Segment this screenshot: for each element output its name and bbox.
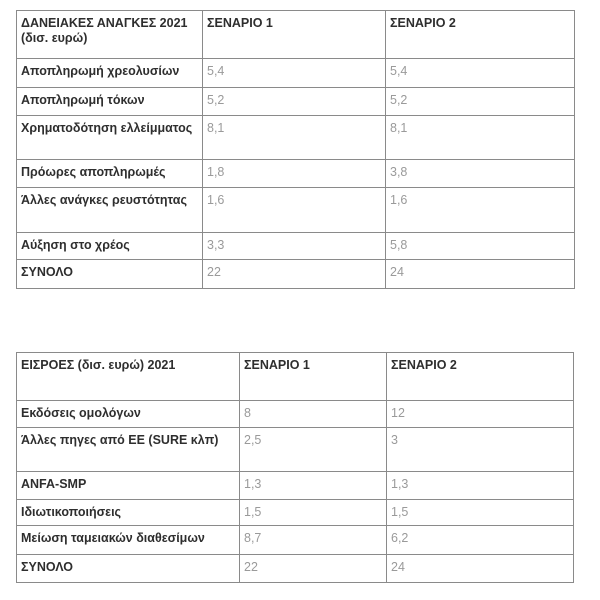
scenario-1-value: 1,8 [203,160,386,188]
table-row [17,500,574,526]
scenario-2-value: 5,8 [386,233,575,260]
row-label: Αποπληρωμή χρεολυσίων [17,59,203,88]
scenario-1-value: 1,3 [240,472,387,500]
table-header-row [17,353,574,401]
table-row [17,526,574,555]
scenario-2-value: 8,1 [386,116,575,160]
scenario-1-value: 2,5 [240,428,387,472]
scenario-1-value: 8 [240,401,387,428]
table-total-row [17,260,575,289]
table-header-row [17,11,575,59]
scenario-2-value: 3 [387,428,574,472]
table-row [17,188,575,233]
header-cell-scenario-2: ΣΕΝΑΡΙΟ 2 [387,353,574,401]
scenario-1-value: 1,5 [240,500,387,526]
scenario-1-total: 22 [240,555,387,583]
total-label: ΣΥΝΟΛΟ [17,260,203,289]
borrowing-needs-table [16,10,575,289]
scenario-2-total: 24 [387,555,574,583]
row-label: Εκδόσεις ομολόγων [17,401,240,428]
row-label: Αύξηση στο χρέος [17,233,203,260]
row-label: Μείωση ταμειακών διαθεσίμων [17,526,240,555]
table-row [17,59,575,88]
table-row [17,116,575,160]
table-row [17,233,575,260]
scenario-2-value: 6,2 [387,526,574,555]
scenario-2-value: 5,2 [386,88,575,116]
row-label: Άλλες πηγες από ΕΕ (SURE κλπ) [17,428,240,472]
table-total-row [17,555,574,583]
table-row [17,428,574,472]
row-label: Χρηματοδότηση ελλείμματος [17,116,203,160]
header-cell-category: ΕΙΣΡΟΕΣ (δισ. ευρώ) 2021 [17,353,240,401]
scenario-2-value: 5,4 [386,59,575,88]
row-label: Πρόωρες αποπληρωμές [17,160,203,188]
scenario-1-value: 8,7 [240,526,387,555]
row-label: ANFA-SMP [17,472,240,500]
scenario-1-value: 5,4 [203,59,386,88]
scenario-1-value: 1,6 [203,188,386,233]
scenario-1-total: 22 [203,260,386,289]
scenario-2-value: 1,5 [387,500,574,526]
header-cell-category: ΔΑΝΕΙΑΚΕΣ ΑΝΑΓΚΕΣ 2021 (δισ. ευρώ) [17,11,203,59]
scenario-1-value: 8,1 [203,116,386,160]
table-row [17,401,574,428]
row-label: Άλλες ανάγκες ρευστότητας [17,188,203,233]
scenario-2-total: 24 [386,260,575,289]
scenario-2-value: 1,6 [386,188,575,233]
scenario-2-value: 12 [387,401,574,428]
header-cell-scenario-1: ΣΕΝΑΡΙΟ 1 [203,11,386,59]
table-row [17,88,575,116]
total-label: ΣΥΝΟΛΟ [17,555,240,583]
table-row [17,472,574,500]
scenario-2-value: 1,3 [387,472,574,500]
row-label: Ιδιωτικοποιήσεις [17,500,240,526]
row-label: Αποπληρωμή τόκων [17,88,203,116]
header-cell-scenario-1: ΣΕΝΑΡΙΟ 1 [240,353,387,401]
table-row [17,160,575,188]
scenario-1-value: 5,2 [203,88,386,116]
scenario-1-value: 3,3 [203,233,386,260]
header-cell-scenario-2: ΣΕΝΑΡΙΟ 2 [386,11,575,59]
scenario-2-value: 3,8 [386,160,575,188]
inflows-table [16,352,574,583]
